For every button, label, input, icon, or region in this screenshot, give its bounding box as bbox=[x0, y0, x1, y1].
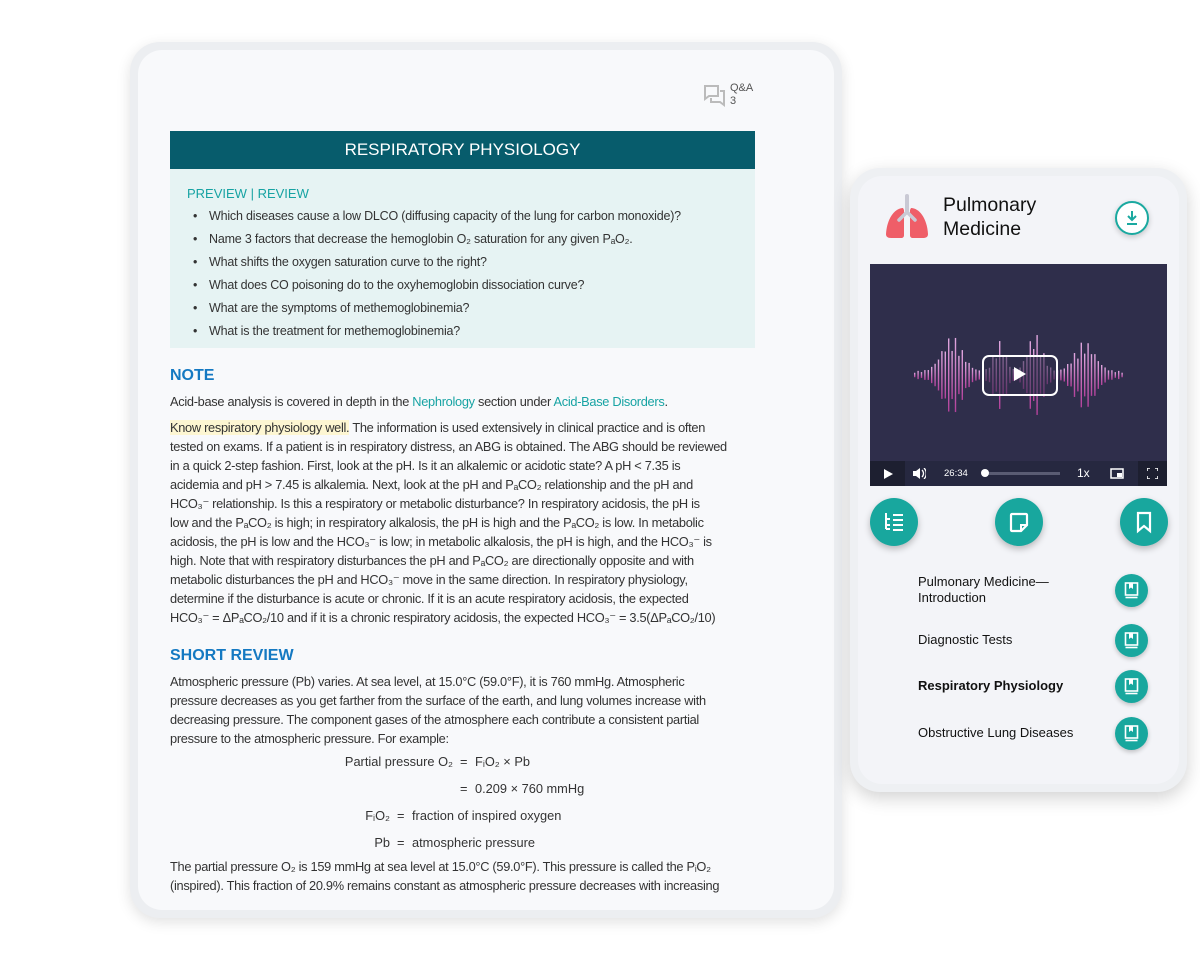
equation-equals: = bbox=[460, 754, 468, 769]
waveform-bar bbox=[1111, 370, 1112, 380]
book-icon bbox=[1124, 582, 1139, 599]
waveform-bar bbox=[934, 364, 935, 386]
play-button[interactable] bbox=[870, 461, 905, 486]
equation-lhs: Partial pressure O₂ bbox=[344, 754, 453, 769]
equation-lhs: Pb bbox=[374, 835, 390, 850]
chapter-item[interactable] bbox=[918, 632, 1012, 648]
waveform-bar bbox=[945, 352, 946, 399]
waveform-bar bbox=[965, 362, 966, 388]
video-controls bbox=[870, 461, 1167, 486]
volume-button[interactable] bbox=[913, 461, 926, 486]
chapter-item[interactable] bbox=[918, 678, 1063, 694]
waveform-bar bbox=[924, 370, 925, 380]
question-text: What are the symptoms of methemoglobinemia? bbox=[209, 301, 470, 315]
note-line: determine if the disturbance is acute or chronic. If it is an acute respiratory acidosis, the expected bbox=[170, 591, 689, 606]
chapter-title: Respiratory Physiology bbox=[918, 678, 1064, 693]
waveform-bar bbox=[1067, 364, 1068, 386]
waveform-bar bbox=[1098, 361, 1099, 389]
pip-button[interactable] bbox=[1110, 461, 1124, 486]
waveform-bar bbox=[914, 373, 915, 377]
question-text: What is the treatment for methemoglobinemia? bbox=[209, 324, 461, 338]
preview-question bbox=[193, 301, 469, 315]
waveform-bar bbox=[975, 369, 976, 380]
waveform-bar bbox=[1104, 367, 1105, 382]
waveform-bar bbox=[1108, 370, 1109, 379]
text: section under bbox=[474, 394, 554, 409]
book-icon bbox=[1124, 725, 1139, 742]
short-review-line: pressure decreases as you get farther from the surface of the earth, and lung volumes increase with bbox=[170, 693, 706, 708]
text: . bbox=[664, 394, 668, 409]
page-title: RESPIRATORY PHYSIOLOGY bbox=[170, 131, 755, 169]
equation-equals: = bbox=[397, 808, 405, 823]
tab-separator: | bbox=[246, 186, 258, 201]
preview-question bbox=[193, 324, 460, 338]
playback-speed[interactable]: 1x bbox=[1077, 466, 1090, 480]
question-text: What shifts the oxygen saturation curve to the right? bbox=[209, 255, 487, 269]
waveform-bar bbox=[955, 338, 956, 412]
waveform-bar bbox=[1121, 373, 1122, 378]
title-line: Medicine bbox=[943, 218, 1022, 240]
note-line: HCO₃⁻ = ΔPₐCO₂/10 and if it is a chronic respiratory acidosis, the expected HCO₃⁻ = 3.5(ΔPₐCO₂/10) bbox=[170, 610, 716, 625]
waveform-bar bbox=[931, 367, 932, 383]
note-line: HCO₃⁻ relationship. Is this a respiratory or metabolic disturbance? In respiratory acidosis, the pH is bbox=[170, 496, 700, 511]
note-line: acidosis, the pH is low and the HCO₃⁻ is low; in metabolic alkalosis, the pH is high, and the HCO₃⁻ is bbox=[170, 534, 712, 549]
short-review-line: Atmospheric pressure (Pb) varies. At sea level, at 15.0°C (59.0°F), it is 760 mmHg. Atmospheric bbox=[170, 674, 685, 689]
waveform-bar bbox=[1081, 343, 1082, 408]
nephrology-link[interactable]: Nephrology bbox=[412, 394, 475, 409]
note-icon bbox=[1007, 510, 1031, 534]
waveform-bar bbox=[941, 351, 942, 399]
waveform-bar bbox=[1115, 372, 1116, 378]
play-icon bbox=[1013, 366, 1027, 382]
note-button[interactable] bbox=[995, 498, 1043, 546]
highlighted-text: Know respiratory physiology well. bbox=[170, 420, 350, 435]
download-icon bbox=[1125, 210, 1139, 226]
chapter-read-button[interactable] bbox=[1115, 670, 1148, 703]
equation-lhs: FᵢO₂ bbox=[365, 808, 390, 823]
preview-question bbox=[193, 209, 681, 223]
note-line: acidemia and pH > 7.45 is alkalemia. Next, look at the pH and PₐCO₂ relationship and the pH and bbox=[170, 477, 693, 492]
waveform-bar bbox=[928, 370, 929, 380]
waveform-bar bbox=[938, 360, 939, 391]
short-review-heading: SHORT REVIEW bbox=[170, 647, 294, 664]
waveform-bar bbox=[1087, 343, 1088, 407]
waveform-bar bbox=[972, 368, 973, 382]
waveform-bar bbox=[1091, 354, 1092, 396]
preview-question bbox=[193, 232, 633, 246]
short-review-line: pressure to the atmospheric pressure. For example: bbox=[170, 731, 449, 746]
equation-rhs: FᵢO₂ × Pb bbox=[475, 754, 530, 769]
waveform-bar bbox=[1070, 364, 1071, 387]
waveform-bar bbox=[1060, 370, 1061, 381]
question-text: Which diseases cause a low DLCO (diffusing capacity of the lung for carbon monoxide)? bbox=[209, 209, 681, 223]
chapter-item[interactable] bbox=[918, 574, 1049, 606]
note-line: high. Note that with respiratory disturbances the pH and PₐCO₂ are directionally opposite and with bbox=[170, 553, 694, 568]
note-line bbox=[170, 420, 705, 435]
text: Acid-base analysis is covered in depth in the bbox=[170, 394, 413, 409]
chapter-title: Pulmonary Medicine— bbox=[918, 574, 1049, 589]
fullscreen-icon bbox=[1147, 468, 1158, 479]
qa-label: Q&A bbox=[730, 82, 754, 94]
note-intro bbox=[170, 394, 668, 409]
note-line: low and the PₐCO₂ is high; in respiratory alkalosis, the pH is high and the PₐCO₂ is low. In metabolic bbox=[170, 515, 704, 530]
video-time: 26:34 bbox=[944, 468, 968, 479]
play-icon bbox=[884, 469, 893, 479]
fullscreen-button[interactable] bbox=[1138, 461, 1167, 486]
waveform-bar bbox=[968, 363, 969, 387]
waveform-bar bbox=[962, 350, 963, 400]
waveform-bar bbox=[979, 370, 980, 379]
qa-count: 3 bbox=[730, 95, 737, 107]
question-text: What does CO poisoning do to the oxyhemoglobin dissociation curve? bbox=[209, 278, 585, 292]
waveform-bar bbox=[1118, 371, 1119, 379]
progress-slider[interactable] bbox=[983, 461, 1060, 486]
note-line: in a quick 2-step fashion. First, look at the pH. Is it an alkalemic or acidotic state? A pH < 7.35 is bbox=[170, 458, 681, 473]
note-heading: NOTE bbox=[170, 367, 215, 384]
waveform-bar bbox=[1074, 353, 1075, 397]
chapter-read-button[interactable] bbox=[1115, 574, 1148, 607]
waveform-bar bbox=[1101, 365, 1102, 385]
waveform-bar bbox=[958, 356, 959, 394]
book-icon bbox=[1124, 678, 1139, 695]
play-overlay-button[interactable] bbox=[982, 355, 1058, 396]
lungs-icon bbox=[883, 194, 931, 240]
title-line: Pulmonary bbox=[943, 194, 1037, 216]
comments-icon bbox=[702, 84, 728, 108]
short-review-line: decreasing pressure. The component gases of the atmosphere each contribute a consistent partial bbox=[170, 712, 699, 727]
waveform-bar bbox=[951, 351, 952, 399]
video-player[interactable] bbox=[870, 264, 1167, 486]
course-title bbox=[943, 193, 1036, 241]
equation-rhs: 0.209 × 760 mmHg bbox=[475, 781, 585, 796]
question-text: Name 3 factors that decrease the hemoglobin O₂ saturation for any given PₐO₂. bbox=[209, 232, 633, 246]
bookmark-icon bbox=[1132, 510, 1156, 534]
tab-preview[interactable]: PREVIEW bbox=[187, 186, 247, 201]
bookmark-button[interactable] bbox=[1120, 498, 1168, 546]
preview-review-tabs bbox=[187, 186, 309, 201]
chapter-title: Obstructive Lung Diseases bbox=[918, 725, 1074, 740]
waveform-bar bbox=[948, 338, 949, 411]
text: The information is used extensively in clinical practice and is often bbox=[349, 420, 706, 435]
short-review-line: (inspired). This fraction of 20.9% remains constant as atmospheric pressure decreases with increasing bbox=[170, 878, 720, 893]
outline-icon bbox=[882, 510, 906, 534]
volume-icon bbox=[913, 468, 926, 479]
waveform-bar bbox=[1084, 354, 1085, 397]
acid-base-link[interactable]: Acid-Base Disorders bbox=[553, 394, 665, 409]
chapter-title: Introduction bbox=[918, 590, 986, 605]
chapter-title: Diagnostic Tests bbox=[918, 632, 1013, 647]
note-line: tested on exams. If a patient is in respiratory distress, an ABG is obtained. The ABG should be reviewed bbox=[170, 439, 727, 454]
waveform-bar bbox=[1064, 368, 1065, 381]
equation-equals: = bbox=[460, 781, 468, 796]
chapter-read-button[interactable] bbox=[1115, 717, 1148, 750]
waveform-bar bbox=[1077, 359, 1078, 392]
waveform-bar bbox=[921, 372, 922, 378]
book-icon bbox=[1124, 632, 1139, 649]
note-line: metabolic disturbances the pH and HCO₃⁻ move in the same direction. In respiratory physiology, bbox=[170, 572, 688, 587]
waveform-bar bbox=[917, 371, 918, 379]
preview-question bbox=[193, 278, 584, 292]
preview-question bbox=[193, 255, 487, 269]
waveform-bar bbox=[1094, 354, 1095, 396]
equation-equals: = bbox=[397, 835, 405, 850]
download-button[interactable] bbox=[1115, 201, 1149, 235]
picture-in-picture-icon bbox=[1110, 468, 1124, 479]
chapter-item[interactable] bbox=[918, 725, 1073, 741]
tab-review[interactable]: REVIEW bbox=[257, 186, 309, 201]
chapter-read-button[interactable] bbox=[1115, 624, 1148, 657]
outline-button[interactable] bbox=[870, 498, 918, 546]
equation-rhs: atmospheric pressure bbox=[412, 835, 536, 850]
equation-rhs: fraction of inspired oxygen bbox=[412, 808, 562, 823]
short-review-line: The partial pressure O₂ is 159 mmHg at sea level at 15.0°C (59.0°F). This pressure is called the PᵢO₂ bbox=[170, 859, 711, 874]
